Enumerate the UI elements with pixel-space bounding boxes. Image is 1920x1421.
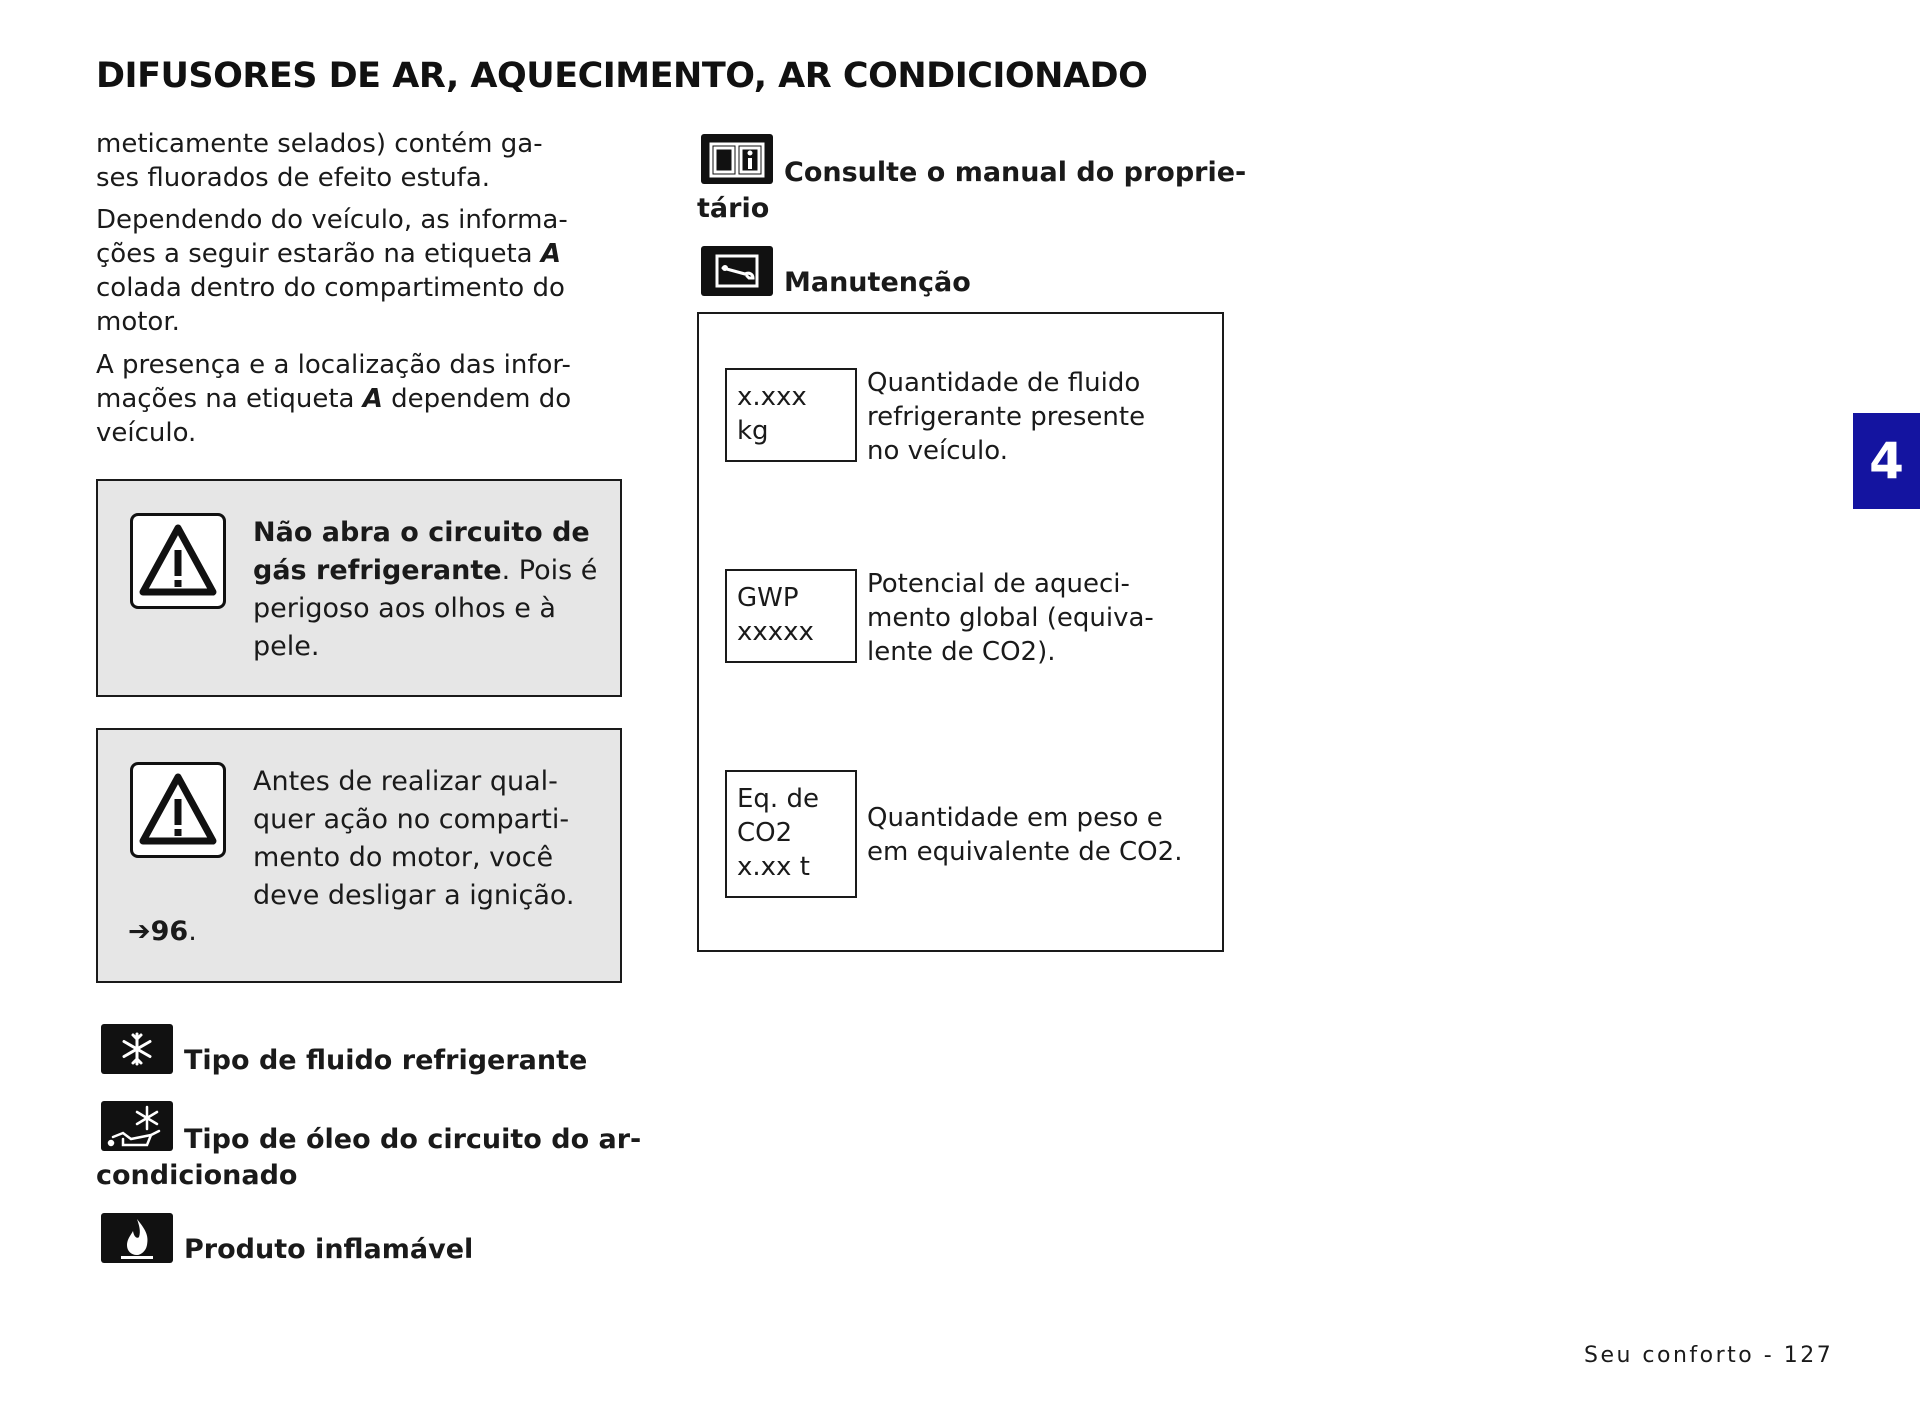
code-description	[867, 801, 1182, 869]
wrench-icon	[701, 246, 773, 296]
warning-triangle-icon	[130, 762, 226, 858]
flame-icon	[101, 1213, 173, 1263]
heading-consult-manual	[697, 155, 1246, 227]
warning-line: deve desligar a ignição.	[253, 880, 575, 911]
label-a-ref: A	[362, 384, 383, 414]
snowflake-icon	[101, 1024, 173, 1074]
page-title: DIFUSORES DE AR, AQUECIMENTO, AR CONDICIONADO	[96, 56, 1148, 96]
desc-line: mento global (equiva-	[867, 603, 1154, 633]
intro-paragraph	[96, 127, 543, 195]
desc-line: lente de CO2).	[867, 637, 1056, 667]
code-line: x.xx t	[737, 852, 810, 882]
label-location-paragraph	[96, 348, 571, 450]
para-line: ses fluorados de efeito estufa.	[96, 163, 491, 193]
code-line: CO2	[737, 818, 793, 848]
arrow-right-icon: ➔	[128, 916, 151, 947]
heading-flammable: Produto inflamável	[184, 1234, 474, 1265]
warning-line: quer ação no comparti-	[253, 804, 570, 835]
warning-bold-text: Não abra o circuito de	[253, 517, 590, 548]
desc-line: refrigerante presente	[867, 402, 1146, 432]
para-line: Dependendo do veículo, as informa-	[96, 205, 568, 235]
page-footer: Seu conforto - 127	[1584, 1343, 1834, 1368]
page-reference-number: 96	[150, 916, 189, 947]
para-line: A presença e a localização das infor-	[96, 350, 571, 380]
para-text: mações na etiqueta	[96, 384, 363, 414]
page-reference-tail: .	[188, 916, 197, 947]
code-description	[867, 366, 1145, 468]
para-line	[96, 382, 571, 416]
code-description	[867, 567, 1154, 669]
para-line: veículo.	[96, 418, 197, 448]
code-line: GWP	[737, 583, 799, 613]
desc-line: Potencial de aqueci-	[867, 569, 1130, 599]
warning-text	[253, 763, 575, 915]
heading-line: Tipo de óleo do circuito do ar-	[184, 1124, 642, 1155]
warning-line: perigoso aos olhos e à	[253, 593, 556, 624]
desc-line: Quantidade de fluido	[867, 368, 1141, 398]
code-box-quantity	[725, 368, 857, 462]
heading-line: condicionado	[96, 1160, 298, 1191]
code-box-gwp	[725, 569, 857, 663]
code-box-co2-equivalent	[725, 770, 857, 898]
code-line: kg	[737, 416, 769, 446]
warning-line: mento do motor, você	[253, 842, 554, 873]
vehicle-dependency-paragraph	[96, 203, 568, 339]
label-a-ref: A	[540, 239, 561, 269]
code-line: xxxxx	[737, 617, 814, 647]
para-line: meticamente selados) contém ga-	[96, 129, 543, 159]
warning-triangle-icon	[130, 513, 226, 609]
para-line: colada dentro do compartimento do	[96, 273, 565, 303]
chapter-tab[interactable]: 4	[1853, 413, 1920, 509]
code-line: Eq. de	[737, 784, 819, 814]
para-line	[96, 237, 568, 271]
para-text: dependem do	[382, 384, 572, 414]
desc-line: Quantidade em peso e	[867, 803, 1163, 833]
warning-bold-text: gás refrigerante	[253, 555, 502, 586]
desc-line: no veículo.	[867, 436, 1008, 466]
warning-line: pele.	[253, 631, 320, 662]
label-a-illustration	[697, 312, 1224, 952]
warning-box-ignition	[96, 728, 622, 983]
para-text: ções a seguir estarão na etiqueta	[96, 239, 541, 269]
warning-line: Antes de realizar qual-	[253, 766, 558, 797]
desc-line: em equivalente de CO2.	[867, 837, 1183, 867]
code-line: x.xxx	[737, 382, 807, 412]
warning-box-refrigerant	[96, 479, 622, 697]
para-line: motor.	[96, 307, 180, 337]
heading-line: Consulte o manual do proprie-	[784, 157, 1247, 188]
heading-refrigerant-type: Tipo de fluido refrigerante	[184, 1045, 588, 1076]
heading-oil-type	[96, 1122, 641, 1194]
heading-line: tário	[697, 193, 770, 224]
warning-text-tail: . Pois é	[501, 555, 598, 586]
page-reference-link[interactable]	[128, 916, 197, 947]
warning-text	[253, 514, 597, 666]
heading-maintenance: Manutenção	[784, 267, 971, 298]
